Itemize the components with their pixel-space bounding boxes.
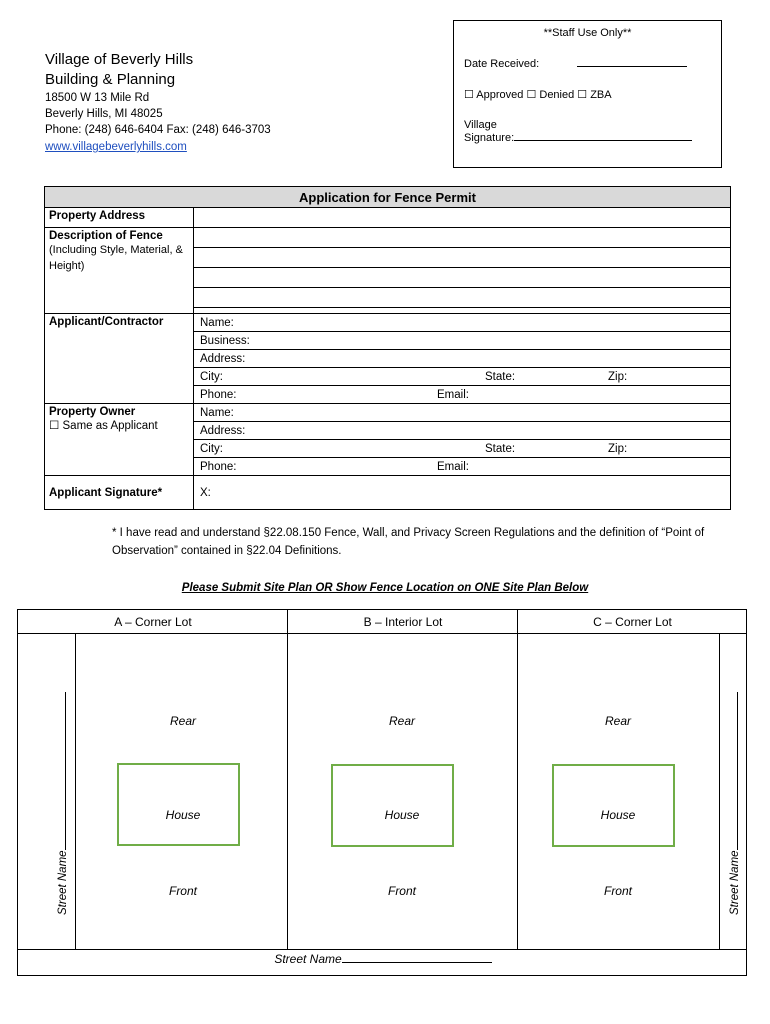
description-line-4[interactable] <box>194 288 731 308</box>
city-address: Beverly Hills, MI 48025 <box>45 108 163 120</box>
owner-phone-row[interactable]: Phone: Email: <box>194 458 731 476</box>
same-as-applicant-checkbox[interactable]: ☐ Same as Applicant <box>49 420 158 432</box>
lot-b-house-box[interactable] <box>331 764 454 847</box>
owner-label: Property Owner <box>49 406 136 418</box>
fence-permit-form <box>44 186 731 510</box>
phone-fax: Phone: (248) 646-6404 Fax: (248) 646-3703 <box>45 124 271 136</box>
lot-b-rear: Rear <box>388 714 415 728</box>
description-line-2[interactable] <box>194 248 731 268</box>
bottom-street-name[interactable]: Street Name <box>18 952 748 966</box>
signature-label: Applicant Signature* <box>45 476 194 510</box>
lot-a-front: Front <box>168 884 197 898</box>
applicant-phone-row[interactable]: Phone: Email: <box>194 386 731 404</box>
signature-label: Signature: <box>464 132 515 144</box>
lot-b-title: B – Interior Lot <box>288 610 518 634</box>
applicant-address-field[interactable]: Address: <box>194 350 731 368</box>
date-received-field[interactable] <box>577 57 687 67</box>
lot-a-title: A – Corner Lot <box>18 610 288 634</box>
acknowledgement-note: * I have read and understand §22.08.150 Fence, Wall, and Privacy Screen Regulations and the definition of “Point of Observation” contained in §22.04 Definitions. <box>112 527 705 557</box>
approval-options[interactable]: ☐ Approved ☐ Denied ☐ ZBA <box>464 89 612 101</box>
lot-c-house-box[interactable] <box>552 764 675 847</box>
description-line-3[interactable] <box>194 268 731 288</box>
lot-b-front: Front <box>387 884 416 898</box>
description-label: Description of Fence <box>49 230 163 242</box>
date-received-label: Date Received: <box>464 58 540 70</box>
lot-c-rear: Rear <box>604 714 631 728</box>
form-title: Application for Fence Permit <box>45 187 731 208</box>
lot-a-house: House <box>165 808 201 822</box>
left-street-name[interactable]: Street Name <box>56 692 69 915</box>
property-address-label: Property Address <box>45 208 194 228</box>
organization-header <box>45 50 271 155</box>
owner-address-field[interactable]: Address: <box>194 422 731 440</box>
owner-name-field[interactable]: Name: <box>194 404 731 422</box>
owner-city-row[interactable]: City: State: Zip: <box>194 440 731 458</box>
description-sublabel: (Including Style, Material, & Height) <box>49 244 183 272</box>
right-street-name[interactable]: Street Name <box>728 692 741 915</box>
applicant-business-field[interactable]: Business: <box>194 332 731 350</box>
lot-c-front: Front <box>603 884 632 898</box>
lot-a-house-box[interactable] <box>117 763 240 846</box>
lot-a-rear: Rear <box>169 714 196 728</box>
site-plan-grid <box>17 609 747 976</box>
applicant-city-row[interactable]: City: State: Zip: <box>194 368 731 386</box>
website-link[interactable]: www.villagebeverlyhills.com <box>45 141 187 153</box>
submit-instructions: Please Submit Site Plan OR Show Fence Location on ONE Site Plan Below <box>181 582 589 594</box>
applicant-name-field[interactable]: Name: <box>194 314 731 332</box>
staff-use-box <box>453 20 722 168</box>
department-name: Building & Planning <box>45 71 176 88</box>
description-line-1[interactable] <box>194 228 731 248</box>
property-address-field[interactable] <box>194 208 731 228</box>
owner-label-cell <box>45 404 194 476</box>
staff-use-title: **Staff Use Only** <box>543 27 632 39</box>
village-signature-field[interactable] <box>514 131 692 141</box>
org-name: Village of Beverly Hills <box>45 51 194 68</box>
date-received-row <box>464 57 711 70</box>
street-address: 18500 W 13 Mile Rd <box>45 92 150 104</box>
lot-c-house: House <box>600 808 636 822</box>
applicant-label: Applicant/Contractor <box>45 314 194 404</box>
applicant-signature-field[interactable]: X: <box>194 476 731 510</box>
lot-c-title: C – Corner Lot <box>518 610 747 634</box>
lot-b-house: House <box>384 808 420 822</box>
village-signature-label: Village <box>464 119 497 131</box>
village-signature-row <box>464 131 711 144</box>
description-label-cell <box>45 228 194 314</box>
